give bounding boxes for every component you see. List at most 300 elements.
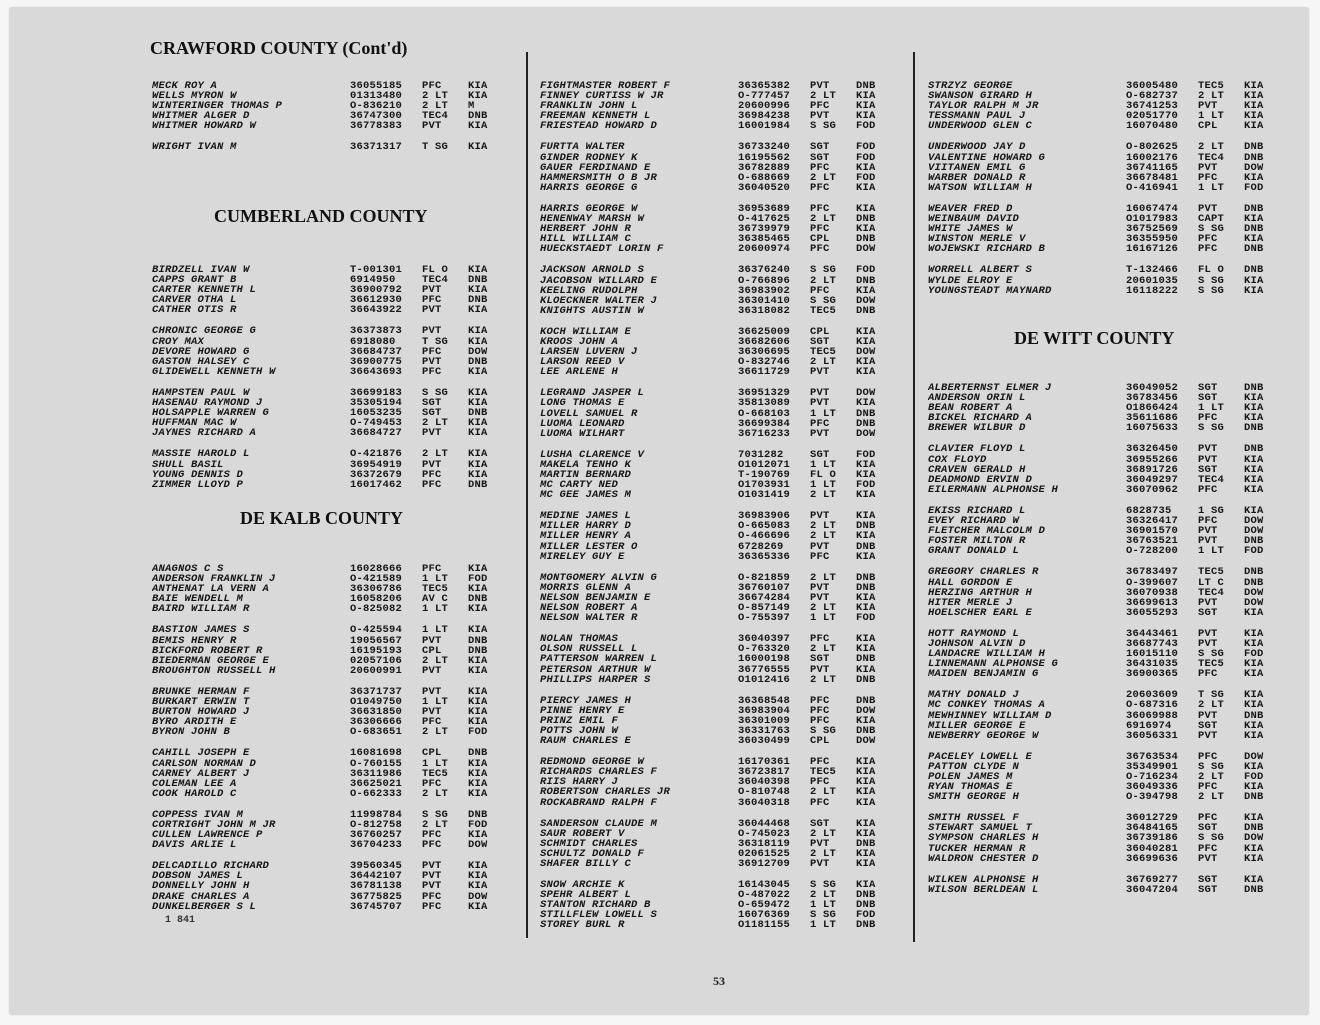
crawford-list (152, 81, 498, 164)
roster-row (152, 902, 498, 912)
status-code: DNB (468, 747, 488, 760)
soldier-name: HERZING ARTHUR H (928, 587, 1033, 598)
serial-number: 36049297 (1126, 473, 1179, 486)
rank: PFC (422, 839, 442, 852)
status-code: KIA (856, 591, 876, 604)
soldier-name: JACOBSON WILLARD E (540, 275, 658, 286)
soldier-name: WILSON BERLDEAN L (928, 884, 1039, 895)
soldier-name: WATSON WILLIAM H (928, 182, 1033, 193)
rank: T SG (422, 141, 449, 154)
status-code: DNB (1244, 243, 1264, 256)
serial-number: 6916974 (1126, 719, 1172, 732)
serial-number: 35305194 (350, 397, 403, 410)
rank: S SG (422, 386, 449, 399)
status-code: KIA (468, 654, 488, 667)
rank: PVT (810, 581, 830, 594)
rank: SGT (1198, 883, 1218, 896)
roster-group (928, 444, 1274, 494)
status-code: FOD (468, 573, 488, 586)
rank: TEC4 (1198, 586, 1225, 599)
roster-group (540, 450, 886, 500)
serial-number: 36306786 (350, 583, 403, 596)
rank: PFC (422, 478, 442, 491)
roster-row (540, 367, 886, 377)
soldier-name: LUSHA CLARENCE V (540, 449, 645, 460)
rank: PVT (422, 355, 442, 368)
roster-row (928, 854, 1274, 864)
soldier-name: MILLER HARRY D (540, 521, 632, 532)
rank: SGT (1198, 463, 1218, 476)
rank: SGT (422, 407, 442, 420)
soldier-name: COLEMAN LEE A (152, 778, 237, 789)
roster-group (928, 629, 1274, 679)
status-code: KIA (856, 756, 876, 769)
soldier-name: STRZYZ GEORGE (928, 81, 1013, 92)
rank: S SG (1198, 648, 1225, 661)
serial-number: O1703931 (738, 479, 791, 492)
status-code: FOD (856, 141, 876, 154)
roster-group (928, 383, 1274, 433)
roster-row (540, 920, 886, 930)
soldier-name: POTTS JOHN W (540, 725, 619, 737)
serial-number: 20600991 (350, 664, 403, 677)
soldier-name: MILLER GEORGE E (928, 720, 1026, 731)
status-code: DNB (1244, 264, 1264, 277)
status-code: DNB (468, 478, 488, 491)
roster-row (928, 844, 1274, 854)
serial-number: 20603609 (1126, 689, 1179, 702)
rank: PVT (810, 510, 830, 523)
status-code: KIA (468, 777, 488, 790)
rank: SGT (1198, 382, 1218, 394)
rank: TEC4 (422, 110, 449, 123)
serial-number: 36442107 (350, 870, 403, 883)
rank: PFC (1198, 515, 1218, 528)
soldier-name: FOSTER MILTON R (928, 536, 1026, 547)
roster-row (928, 506, 1274, 516)
roster-row (152, 418, 498, 428)
rank: 2 LT (1198, 141, 1225, 154)
rank: PVT (422, 685, 442, 698)
soldier-name: GLIDEWELL KENNETH W (152, 366, 276, 377)
rank: SGT (810, 448, 830, 461)
serial-number: 36741165 (1126, 161, 1179, 174)
serial-number: O-399607 (1126, 576, 1179, 589)
rank: PVT (422, 880, 442, 893)
soldier-name: OLSON RUSSELL L (540, 644, 638, 655)
rank: 1 LT (1198, 545, 1225, 558)
roster-row (540, 767, 886, 777)
dewitt-county-heading: DE WITT COUNTY (1014, 328, 1175, 348)
roster-row (540, 675, 886, 685)
roster-row (928, 485, 1274, 495)
serial-number: O-665083 (738, 520, 791, 533)
page-number: 53 (713, 974, 725, 988)
soldier-name: YOUNGSTEADT MAYNARD (928, 285, 1052, 296)
soldier-name: STANTON RICHARD B (540, 900, 651, 911)
soldier-name: GINDER RODNEY K (540, 152, 638, 163)
rank: PFC (810, 704, 830, 717)
status-code: KIA (856, 643, 876, 656)
rank: 2 LT (1198, 699, 1225, 712)
rank: SGT (810, 335, 830, 348)
rank: PVT (1198, 443, 1218, 456)
status-code: DNB (856, 673, 876, 686)
soldier-name: HAMPSTEN PAUL W (152, 387, 250, 399)
status-code: DNB (1244, 535, 1264, 548)
rank: S SG (810, 264, 837, 277)
soldier-name: PATTON CLYDE N (928, 761, 1020, 772)
roster-row (540, 388, 886, 398)
rank: TEC5 (810, 304, 837, 317)
rank: PVT (810, 858, 830, 870)
roster-row (928, 833, 1274, 843)
serial-number: 19056567 (350, 634, 403, 647)
soldier-name: MIRELEY GUY E (540, 551, 625, 562)
roster-row (540, 183, 886, 193)
status-code: DOW (1244, 596, 1264, 609)
serial-number: 36301009 (738, 714, 791, 727)
soldier-name: TUCKER HERMAN R (928, 843, 1026, 854)
serial-number: 36900365 (1126, 668, 1179, 681)
serial-number: 36306666 (350, 716, 403, 729)
rank: PVT (422, 664, 442, 677)
roster-group (928, 752, 1274, 802)
status-code: DNB (468, 593, 488, 606)
serial-number: T-132466 (1126, 264, 1179, 277)
soldier-name: HALL GORDON E (928, 577, 1013, 588)
roster-row (152, 470, 498, 480)
soldier-name: BEMIS HENRY R (152, 635, 237, 646)
rank: PFC (810, 202, 830, 215)
roster-row (928, 475, 1274, 485)
soldier-name: JOHNSON ALVIN D (928, 638, 1026, 650)
roster-row (928, 813, 1274, 823)
soldier-name: WORRELL ALBERT S (928, 265, 1033, 276)
roster-row (152, 881, 498, 891)
roster-row (540, 224, 886, 234)
rank: PFC (422, 900, 442, 913)
dewitt-list (928, 383, 1274, 906)
soldier-name: REDMOND GEORGE W (540, 757, 645, 768)
roster-row (540, 306, 886, 316)
rank: S SG (1198, 422, 1225, 435)
serial-number: 16000198 (738, 653, 791, 666)
status-code: DOW (856, 704, 876, 717)
status-code: DNB (468, 355, 488, 368)
status-code: DOW (468, 345, 488, 358)
soldier-name: TESSMANN PAUL J (928, 111, 1026, 122)
soldier-name: HENENWAY MARSH W (540, 214, 645, 225)
soldier-name: GASTON HALSEY C (152, 356, 250, 367)
serial-number: 36983902 (738, 284, 791, 297)
roster-row (152, 449, 498, 459)
status-code: DNB (856, 919, 876, 932)
status-code: FOD (856, 120, 876, 133)
soldier-name: FRIESTEAD HOWARD D (540, 121, 658, 132)
status-code: KIA (856, 879, 876, 892)
roster-row (152, 604, 498, 614)
status-code: DNB (468, 110, 488, 123)
rank: TEC4 (422, 274, 449, 287)
roster-group (152, 748, 498, 798)
roster-row (540, 244, 886, 254)
status-code: KIA (1244, 719, 1264, 732)
status-code: KIA (468, 386, 488, 399)
status-code: KIA (468, 880, 488, 893)
status-code: DOW (1244, 525, 1264, 538)
soldier-name: SPEHR ALBERT L (540, 890, 632, 901)
serial-number: 36040281 (1126, 842, 1179, 855)
status-code: DNB (1244, 883, 1264, 896)
status-code: KIA (1244, 284, 1264, 297)
serial-number: 36699183 (350, 386, 403, 399)
status-code: KIA (856, 858, 876, 870)
serial-number: O-802625 (1126, 141, 1179, 154)
soldier-name: ROCKABRAND RALPH F (540, 797, 658, 808)
serial-number: 02061525 (738, 847, 791, 860)
serial-number: 36070938 (1126, 586, 1179, 599)
roster-row (928, 163, 1274, 173)
serial-number: 36752569 (1126, 223, 1179, 236)
soldier-name: SHAFER BILLY C (540, 859, 632, 870)
status-code: DOW (1244, 832, 1264, 845)
status-code: KIA (856, 325, 876, 338)
roster-row (928, 669, 1274, 679)
serial-number: O-662333 (350, 787, 403, 800)
status-code: FOD (468, 726, 488, 739)
soldier-name: BAIE WENDELL M (152, 594, 244, 605)
serial-number: 36741253 (1126, 100, 1179, 113)
soldier-name: WEINBAUM DAVID (928, 214, 1020, 225)
roster-row (928, 244, 1274, 254)
soldier-name: CULLEN LAWRENCE P (152, 830, 263, 841)
roster-row (928, 383, 1274, 393)
rank: PVT (422, 427, 442, 440)
serial-number: 16143045 (738, 879, 791, 892)
soldier-name: HARRIS GEORGE W (540, 203, 638, 215)
roster-row (928, 423, 1274, 433)
status-code: FOD (856, 612, 876, 625)
soldier-name: DEADMOND ERVIN D (928, 474, 1033, 485)
roster-group (540, 327, 886, 377)
rank: S SG (810, 120, 837, 133)
soldier-name: EVEY RICHARD W (928, 516, 1020, 527)
status-code: KIA (468, 860, 488, 873)
rank: FL O (422, 264, 449, 276)
roster-row (152, 275, 498, 285)
roster-group (152, 449, 498, 489)
status-code: KIA (856, 633, 876, 646)
soldier-name: LANDACRE WILLIAM H (928, 649, 1046, 660)
roster-group (152, 388, 498, 438)
status-code: KIA (468, 468, 488, 481)
serial-number: 16076369 (738, 909, 791, 922)
status-code: KIA (856, 786, 876, 799)
status-code: KIA (856, 847, 876, 860)
rank: PVT (810, 397, 830, 410)
status-code: KIA (1244, 729, 1264, 742)
serial-number: 35813089 (738, 397, 791, 410)
crawford-county-heading: CRAWFORD COUNTY (Cont'd) (150, 38, 408, 58)
soldier-name: COX FLOYD (928, 454, 987, 465)
rank: PVT (810, 427, 830, 440)
roster-row (928, 721, 1274, 731)
roster-group (152, 625, 498, 675)
rank: PFC (422, 890, 442, 903)
status-code: DNB (1244, 382, 1264, 394)
serial-number: 36723817 (738, 766, 791, 779)
roster-row (928, 91, 1274, 101)
rank: 1 LT (422, 757, 449, 770)
serial-number: 36069988 (1126, 709, 1179, 722)
rank: AV C (422, 593, 449, 606)
soldier-name: JACKSON ARNOLD S (540, 265, 645, 276)
print-code: 1 841 (165, 915, 196, 926)
serial-number: 36984238 (738, 110, 791, 123)
serial-number: 36953689 (738, 202, 791, 215)
serial-number: O-760155 (350, 757, 403, 770)
rank: PFC (810, 243, 830, 256)
rank: CPL (422, 644, 442, 657)
rank: PVT (1198, 596, 1218, 609)
status-code: KIA (468, 264, 488, 276)
serial-number: 36070962 (1126, 483, 1179, 496)
roster-group (928, 813, 1274, 863)
roster-row (152, 428, 498, 438)
soldier-name: KROOS JOHN A (540, 336, 619, 348)
serial-number: 16118222 (1126, 284, 1179, 297)
soldier-name: LARSEN LUVERN J (540, 347, 638, 358)
status-code: KIA (1244, 658, 1264, 671)
soldier-name: DOBSON JAMES L (152, 871, 244, 882)
roster-row (152, 142, 498, 152)
status-code: DNB (1244, 791, 1264, 804)
status-code: DNB (1244, 576, 1264, 589)
serial-number: O-777457 (738, 90, 791, 103)
rank: 2 LT (422, 818, 449, 831)
rank: PVT (422, 120, 442, 133)
roster-row (540, 654, 886, 664)
rank: 1 LT (810, 612, 837, 625)
roster-row (928, 608, 1274, 618)
column-divider-right (913, 52, 915, 942)
roster-group (928, 567, 1274, 617)
serial-number: O-728200 (1126, 545, 1179, 558)
roster-row (152, 347, 498, 357)
roster-group (928, 204, 1274, 254)
soldier-name: LINNEMANN ALPHONSE G (928, 659, 1059, 670)
soldier-name: VALENTINE HOWARD G (928, 152, 1046, 163)
status-code: DNB (856, 837, 876, 850)
serial-number: 36643693 (350, 365, 403, 378)
roster-row (152, 636, 498, 646)
status-code: DOW (1244, 161, 1264, 174)
serial-number: 36055185 (350, 80, 403, 92)
serial-number: 36781138 (350, 880, 403, 893)
status-code: KIA (1244, 689, 1264, 702)
serial-number: 36955266 (1126, 453, 1179, 466)
rank: 1 LT (810, 479, 837, 492)
roster-row (928, 598, 1274, 608)
serial-number: 16195562 (738, 151, 791, 164)
serial-number: 36763534 (1126, 750, 1179, 763)
status-code: FOD (856, 909, 876, 922)
serial-number: O1866424 (1126, 402, 1179, 415)
serial-number: 16002176 (1126, 151, 1179, 164)
roster-row (152, 480, 498, 490)
soldier-name: ANAGNOS C S (152, 564, 224, 575)
serial-number: 36775825 (350, 890, 403, 903)
status-code: KIA (468, 417, 488, 430)
serial-number: 36365336 (738, 550, 791, 563)
roster-group (152, 142, 498, 152)
rank: PVT (810, 110, 830, 123)
rank: PVT (422, 634, 442, 647)
soldier-name: CLAVIER FLOYD L (928, 444, 1026, 455)
rank: 2 LT (810, 489, 837, 502)
roster-row (540, 706, 886, 716)
soldier-name: HOLSAPPLE WARREN G (152, 408, 270, 419)
soldier-name: ANTHENAT LA VERN A (152, 584, 270, 595)
rank: SGT (1198, 873, 1218, 886)
soldier-name: KNIGHTS AUSTIN W (540, 305, 645, 316)
rank: PFC (810, 694, 830, 707)
roster-row (540, 490, 886, 500)
soldier-name: MILLER HENRY A (540, 531, 632, 542)
serial-number: 36385465 (738, 233, 791, 246)
rank: 1 LT (422, 624, 449, 637)
roster-row (540, 736, 886, 746)
serial-number: 36983904 (738, 704, 791, 717)
roster-group (928, 875, 1274, 895)
serial-number: 16017462 (350, 478, 403, 491)
status-code: DNB (1244, 223, 1264, 236)
roster-row (928, 121, 1274, 131)
column-divider-left (526, 52, 528, 938)
roster-group (540, 634, 886, 684)
soldier-name: DRAKE CHARLES A (152, 891, 250, 902)
rank: PFC (810, 100, 830, 113)
soldier-name: BYRON JOHN B (152, 727, 231, 738)
rank: PVT (422, 860, 442, 873)
serial-number: T-190769 (738, 469, 791, 481)
rank: PFC (810, 796, 830, 809)
roster-row (928, 444, 1274, 454)
roster-row (540, 573, 886, 583)
rank: PFC (810, 776, 830, 789)
soldier-name: MORRIS GLENN A (540, 582, 632, 593)
soldier-name: MASSIE HAROLD L (152, 449, 250, 460)
roster-row (152, 840, 498, 850)
serial-number: O-749453 (350, 417, 403, 430)
rank: 2 LT (810, 827, 837, 840)
status-code: DNB (856, 571, 876, 584)
rank: PVT (1198, 709, 1218, 722)
roster-row (540, 327, 886, 337)
status-code: FOD (856, 171, 876, 184)
soldier-name: RICHARDS CHARLES F (540, 767, 658, 778)
serial-number: 39560345 (350, 860, 403, 873)
rank: 1 LT (810, 899, 837, 912)
serial-number: O1012416 (738, 673, 791, 686)
soldier-name: LOVELL SAMUEL R (540, 408, 638, 419)
roster-group (540, 757, 886, 807)
soldier-name: PHILLIPS HARPER S (540, 674, 651, 685)
rank: SGT (1198, 719, 1218, 732)
status-code: DNB (856, 304, 876, 317)
rank: LT C (1198, 576, 1225, 589)
